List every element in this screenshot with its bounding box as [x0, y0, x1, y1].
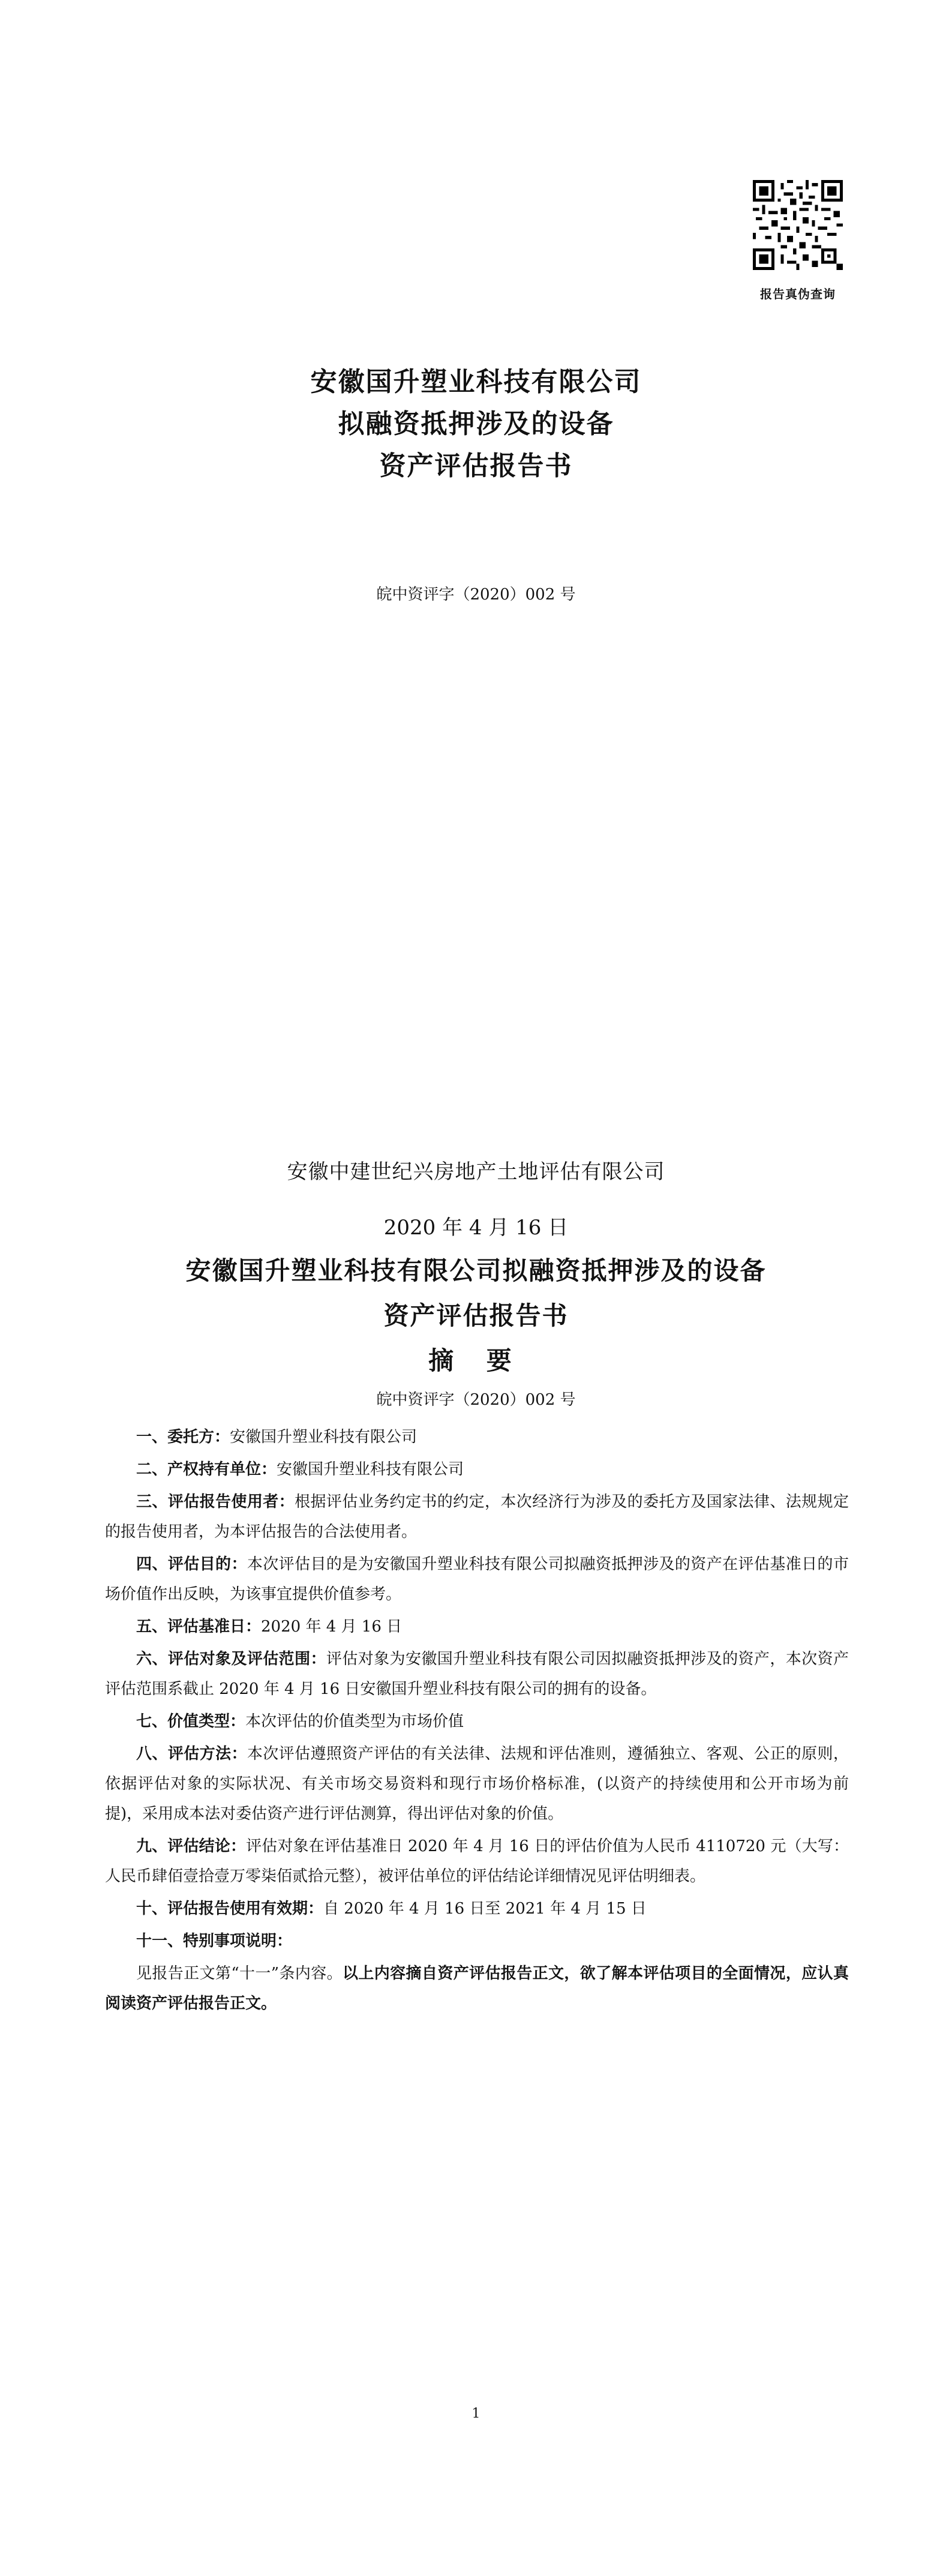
summary-item-2 — [105, 1455, 849, 1485]
item-label: 十、评估报告使用有效期： — [136, 1900, 324, 1918]
item-text: 评估对象在评估基准日 2020 年 4 月 16 日的评估价值为人民币 4110720 元（大写：人民币肆佰壹拾壹万零柒佰贰拾元整），被评估单位的评估结论详细情况见评估明细表。 — [105, 1837, 849, 1885]
summary-item-8 — [105, 1739, 849, 1829]
item-text: 根据评估业务约定书的约定，本次经济行为涉及的委托方及国家法律、法规规定的报告使用者，为本评估报告的合法使用者。 — [105, 1493, 849, 1541]
summary-item-1 — [105, 1422, 849, 1452]
page-number: 1 — [472, 2406, 480, 2421]
issue-date: 2020 年 4 月 16 日 — [383, 1216, 569, 1240]
summary-item-4 — [105, 1549, 849, 1609]
item-text: 本次评估目的是为安徽国升塑业科技有限公司拟融资抵押涉及的资产在评估基准日的市场价值作出反映，为该事宜提供价值参考。 — [105, 1555, 849, 1603]
item-text: 2020 年 4 月 16 日 — [261, 1618, 403, 1636]
summary-body — [105, 1422, 849, 2021]
item-label: 八、评估方法： — [136, 1745, 247, 1763]
item-text: 本次评估遵照资产评估的有关法律、法规和评估准则，遵循独立、客观、公正的原则，依据评估对象的实际状况、有关市场交易资料和现行市场价格标准，(以资产的持续使用和公开市场为前提)，采用成本法对委估资产进行评估测算，得出评估对象的价值。 — [105, 1745, 849, 1823]
item-text: 安徽国升塑业科技有限公司 — [230, 1428, 418, 1446]
summary-item-7 — [105, 1707, 849, 1737]
item-label: 三、评估报告使用者： — [136, 1493, 295, 1511]
item-label: 七、价值类型： — [136, 1713, 246, 1731]
qr-caption: 报告真伪查询 — [760, 287, 836, 301]
item-label: 二、产权持有单位： — [136, 1461, 277, 1479]
closing-bold-text: 以上内容摘自资产评估报告正文，欲了解本评估项目的全面情况，应认真阅读资产评估报告正文。 — [105, 1965, 849, 2013]
cover-title-line-3: 资产评估报告书 — [379, 451, 573, 481]
item-text: 自 2020 年 4 月 16 日至 2021 年 4 月 15 日 — [323, 1900, 647, 1918]
summary-title-line-1: 安徽国升塑业科技有限公司拟融资抵押涉及的设备 — [185, 1256, 767, 1285]
issuer-company: 安徽中建世纪兴房地产土地评估有限公司 — [287, 1160, 665, 1184]
item-label: 十一、特别事项说明： — [136, 1932, 293, 1950]
cover-title-line-1: 安徽国升塑业科技有限公司 — [310, 367, 642, 397]
summary-item-3 — [105, 1487, 849, 1547]
summary-item-6 — [105, 1644, 849, 1704]
summary-item-10 — [105, 1894, 849, 1924]
item-label: 九、评估结论： — [136, 1837, 247, 1855]
item-label: 五、评估基准日： — [136, 1618, 262, 1636]
qr-code-icon[interactable] — [753, 180, 843, 270]
cover-document-number: 皖中资评字（2020）002 号 — [376, 586, 576, 604]
item-label: 六、评估对象及评估范围： — [136, 1650, 326, 1668]
closing-normal-text: 见报告正文第“十一”条内容。 — [136, 1965, 343, 1983]
cover-title-line-2: 拟融资抵押涉及的设备 — [338, 409, 614, 439]
item-label: 四、评估目的： — [136, 1555, 247, 1573]
summary-item-9 — [105, 1831, 849, 1891]
qr-verification-block — [747, 180, 849, 302]
closing-note — [105, 1959, 849, 2019]
summary-heading: 摘 要 — [428, 1346, 524, 1375]
item-text: 本次评估的价值类型为市场价值 — [245, 1713, 464, 1731]
summary-document-number: 皖中资评字（2020）002 号 — [376, 1391, 576, 1409]
item-text: 评估对象为安徽国升塑业科技有限公司因拟融资抵押涉及的资产，本次资产评估范围系截止 2020 年 4 月 16 日安徽国升塑业科技有限公司的拥有的设备。 — [105, 1650, 849, 1698]
summary-item-5 — [105, 1612, 849, 1642]
summary-item-11 — [105, 1926, 849, 1956]
item-label: 一、委托方： — [136, 1428, 230, 1446]
item-text: 安徽国升塑业科技有限公司 — [277, 1461, 464, 1479]
summary-title-line-2: 资产评估报告书 — [383, 1301, 569, 1330]
